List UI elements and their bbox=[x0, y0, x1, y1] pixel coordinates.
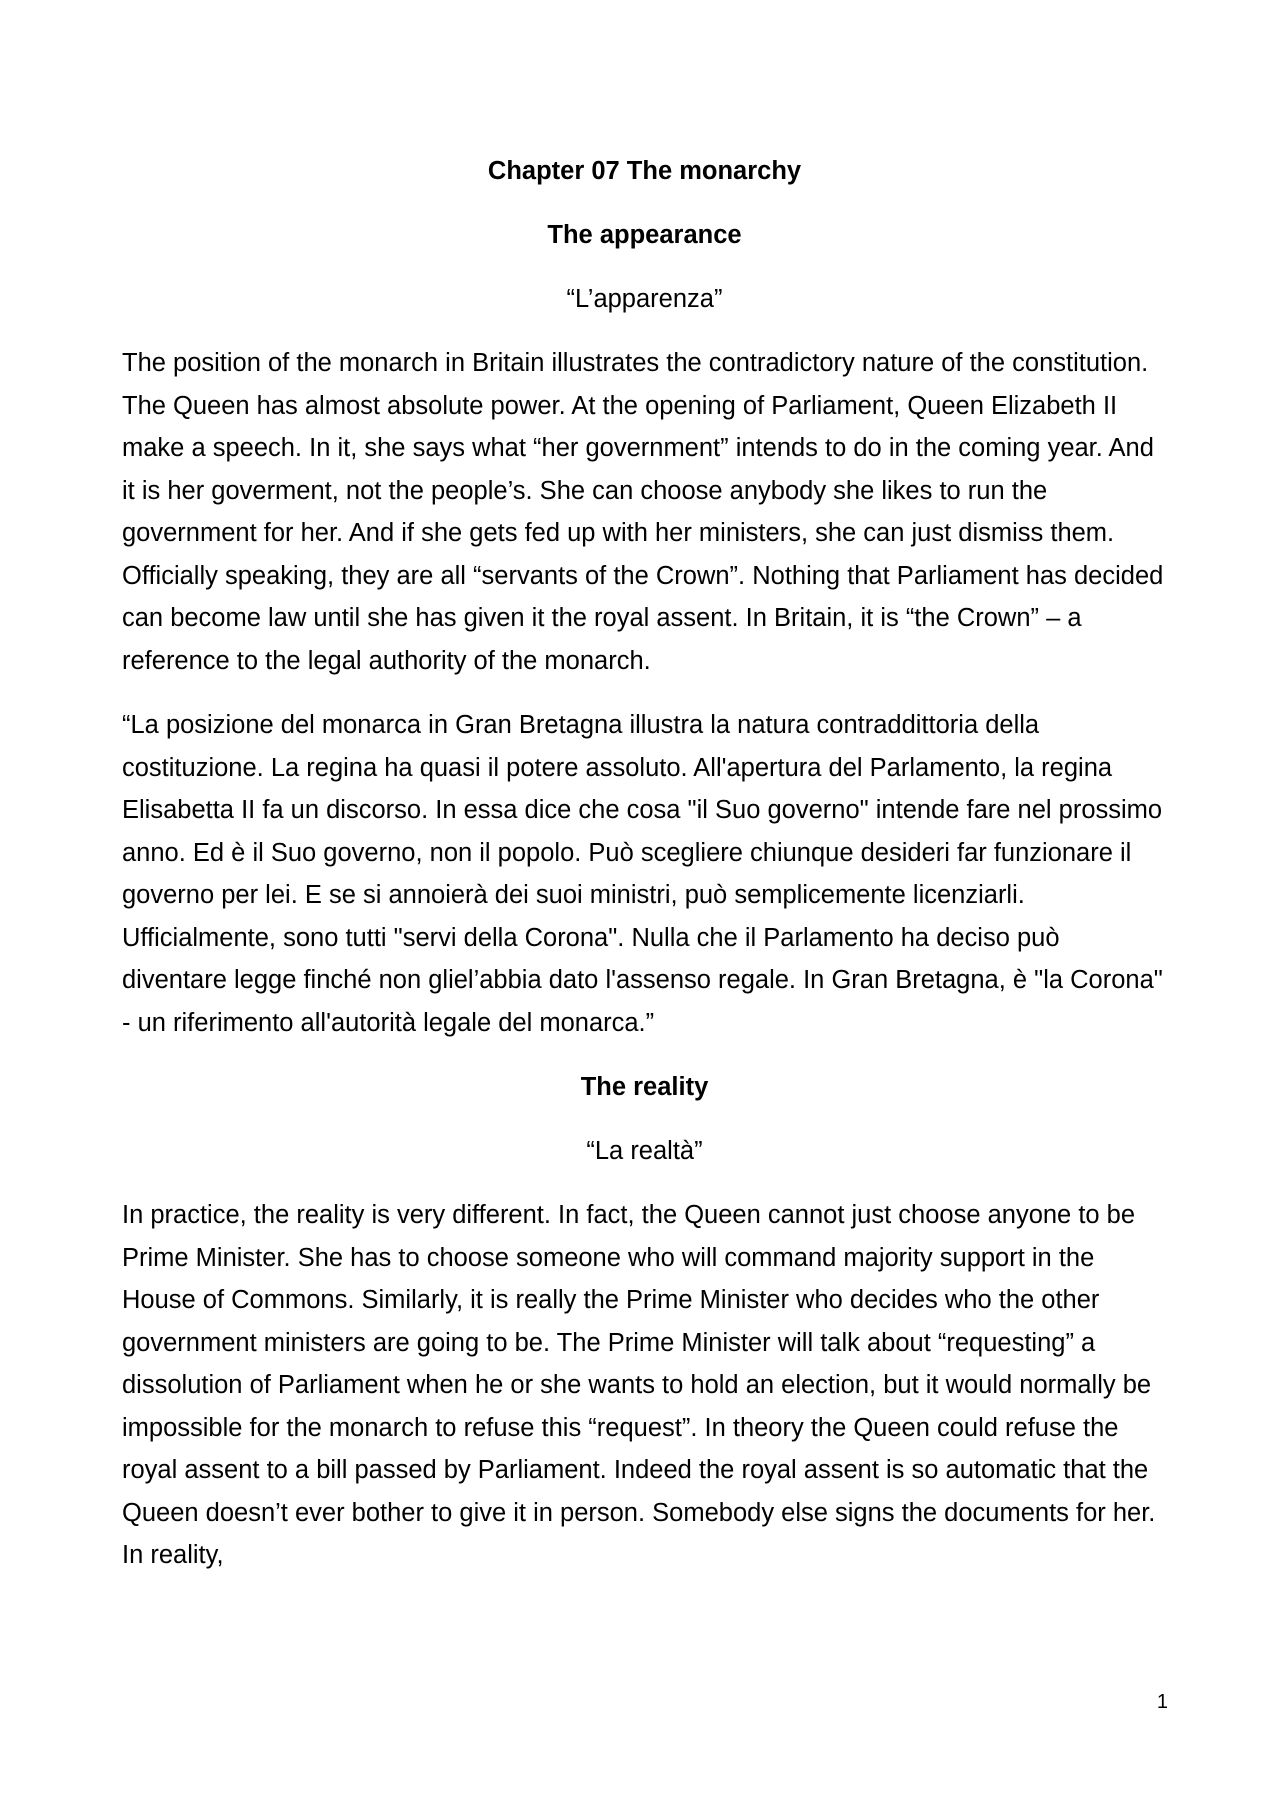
section-heading-translation-appearance: “L’apparenza” bbox=[566, 285, 723, 313]
paragraph-appearance-italian: “La posizione del monarca in Gran Bretagna illustra la natura contraddittoria della costituzione. La regina ha quasi il potere assoluto. All'apertura del Parlamento, la regina Elisabetta II fa un discorso. In essa dice che cosa "il Suo governo" intende fare nel prossimo anno. Ed è il Suo governo, non il popolo. Può scegliere chiunque desideri far funzionare il governo per lei. E se si annoierà dei suoi ministri, può semplicemente licenziarli. Ufficialmente, sono tutti "servi della Corona". Nulla che il Parlamento ha deciso può diventare legge finché non gliel’abbia dato l'assenso regale. In Gran Bretagna, è "la Corona" - un riferimento all'autorità legale del monarca.” bbox=[122, 711, 1163, 1037]
section-heading-appearance: The appearance bbox=[547, 221, 742, 249]
page-number: 1 bbox=[1156, 1691, 1168, 1713]
section-heading-reality: The reality bbox=[580, 1073, 709, 1101]
paragraph-appearance-english: The position of the monarch in Britain illustrates the contradictory nature of the constitution. The Queen has almost absolute power. At the opening of Parliament, Queen Elizabeth II make a speech. In it, she says what “her government” intends to do in the coming year. And it is her goverment, not the people’s. She can choose anybody she likes to run the government for her. And if she gets fed up with her ministers, she can just dismiss them. Officially speaking, they are all “servants of the Crown”. Nothing that Parliament has decided can become law until she has given it the royal assent. In Britain, it is “the Crown” – a reference to the legal authority of the monarch. bbox=[122, 349, 1164, 675]
document-body bbox=[122, 150, 1167, 1599]
paragraph-reality-english: In practice, the reality is very different. In fact, the Queen cannot just choose anyone to be Prime Minister. She has to choose someone who will command majority support in the House of Commons. Similarly, it is really the Prime Minister who decides who the other government ministers are going to be. The Prime Minister will talk about “requesting” a dissolution of Parliament when he or she wants to hold an election, but it would normally be impossible for the monarch to refuse this “request”. In theory the Queen could refuse the royal assent to a bill passed by Parliament. Indeed the royal assent is so automatic that the Queen doesn’t ever bother to give it in person. Somebody else signs the documents for her. In reality, bbox=[122, 1201, 1156, 1569]
chapter-title: Chapter 07 The monarchy bbox=[487, 157, 802, 185]
section-heading-translation-reality: “La realtà” bbox=[586, 1137, 703, 1165]
